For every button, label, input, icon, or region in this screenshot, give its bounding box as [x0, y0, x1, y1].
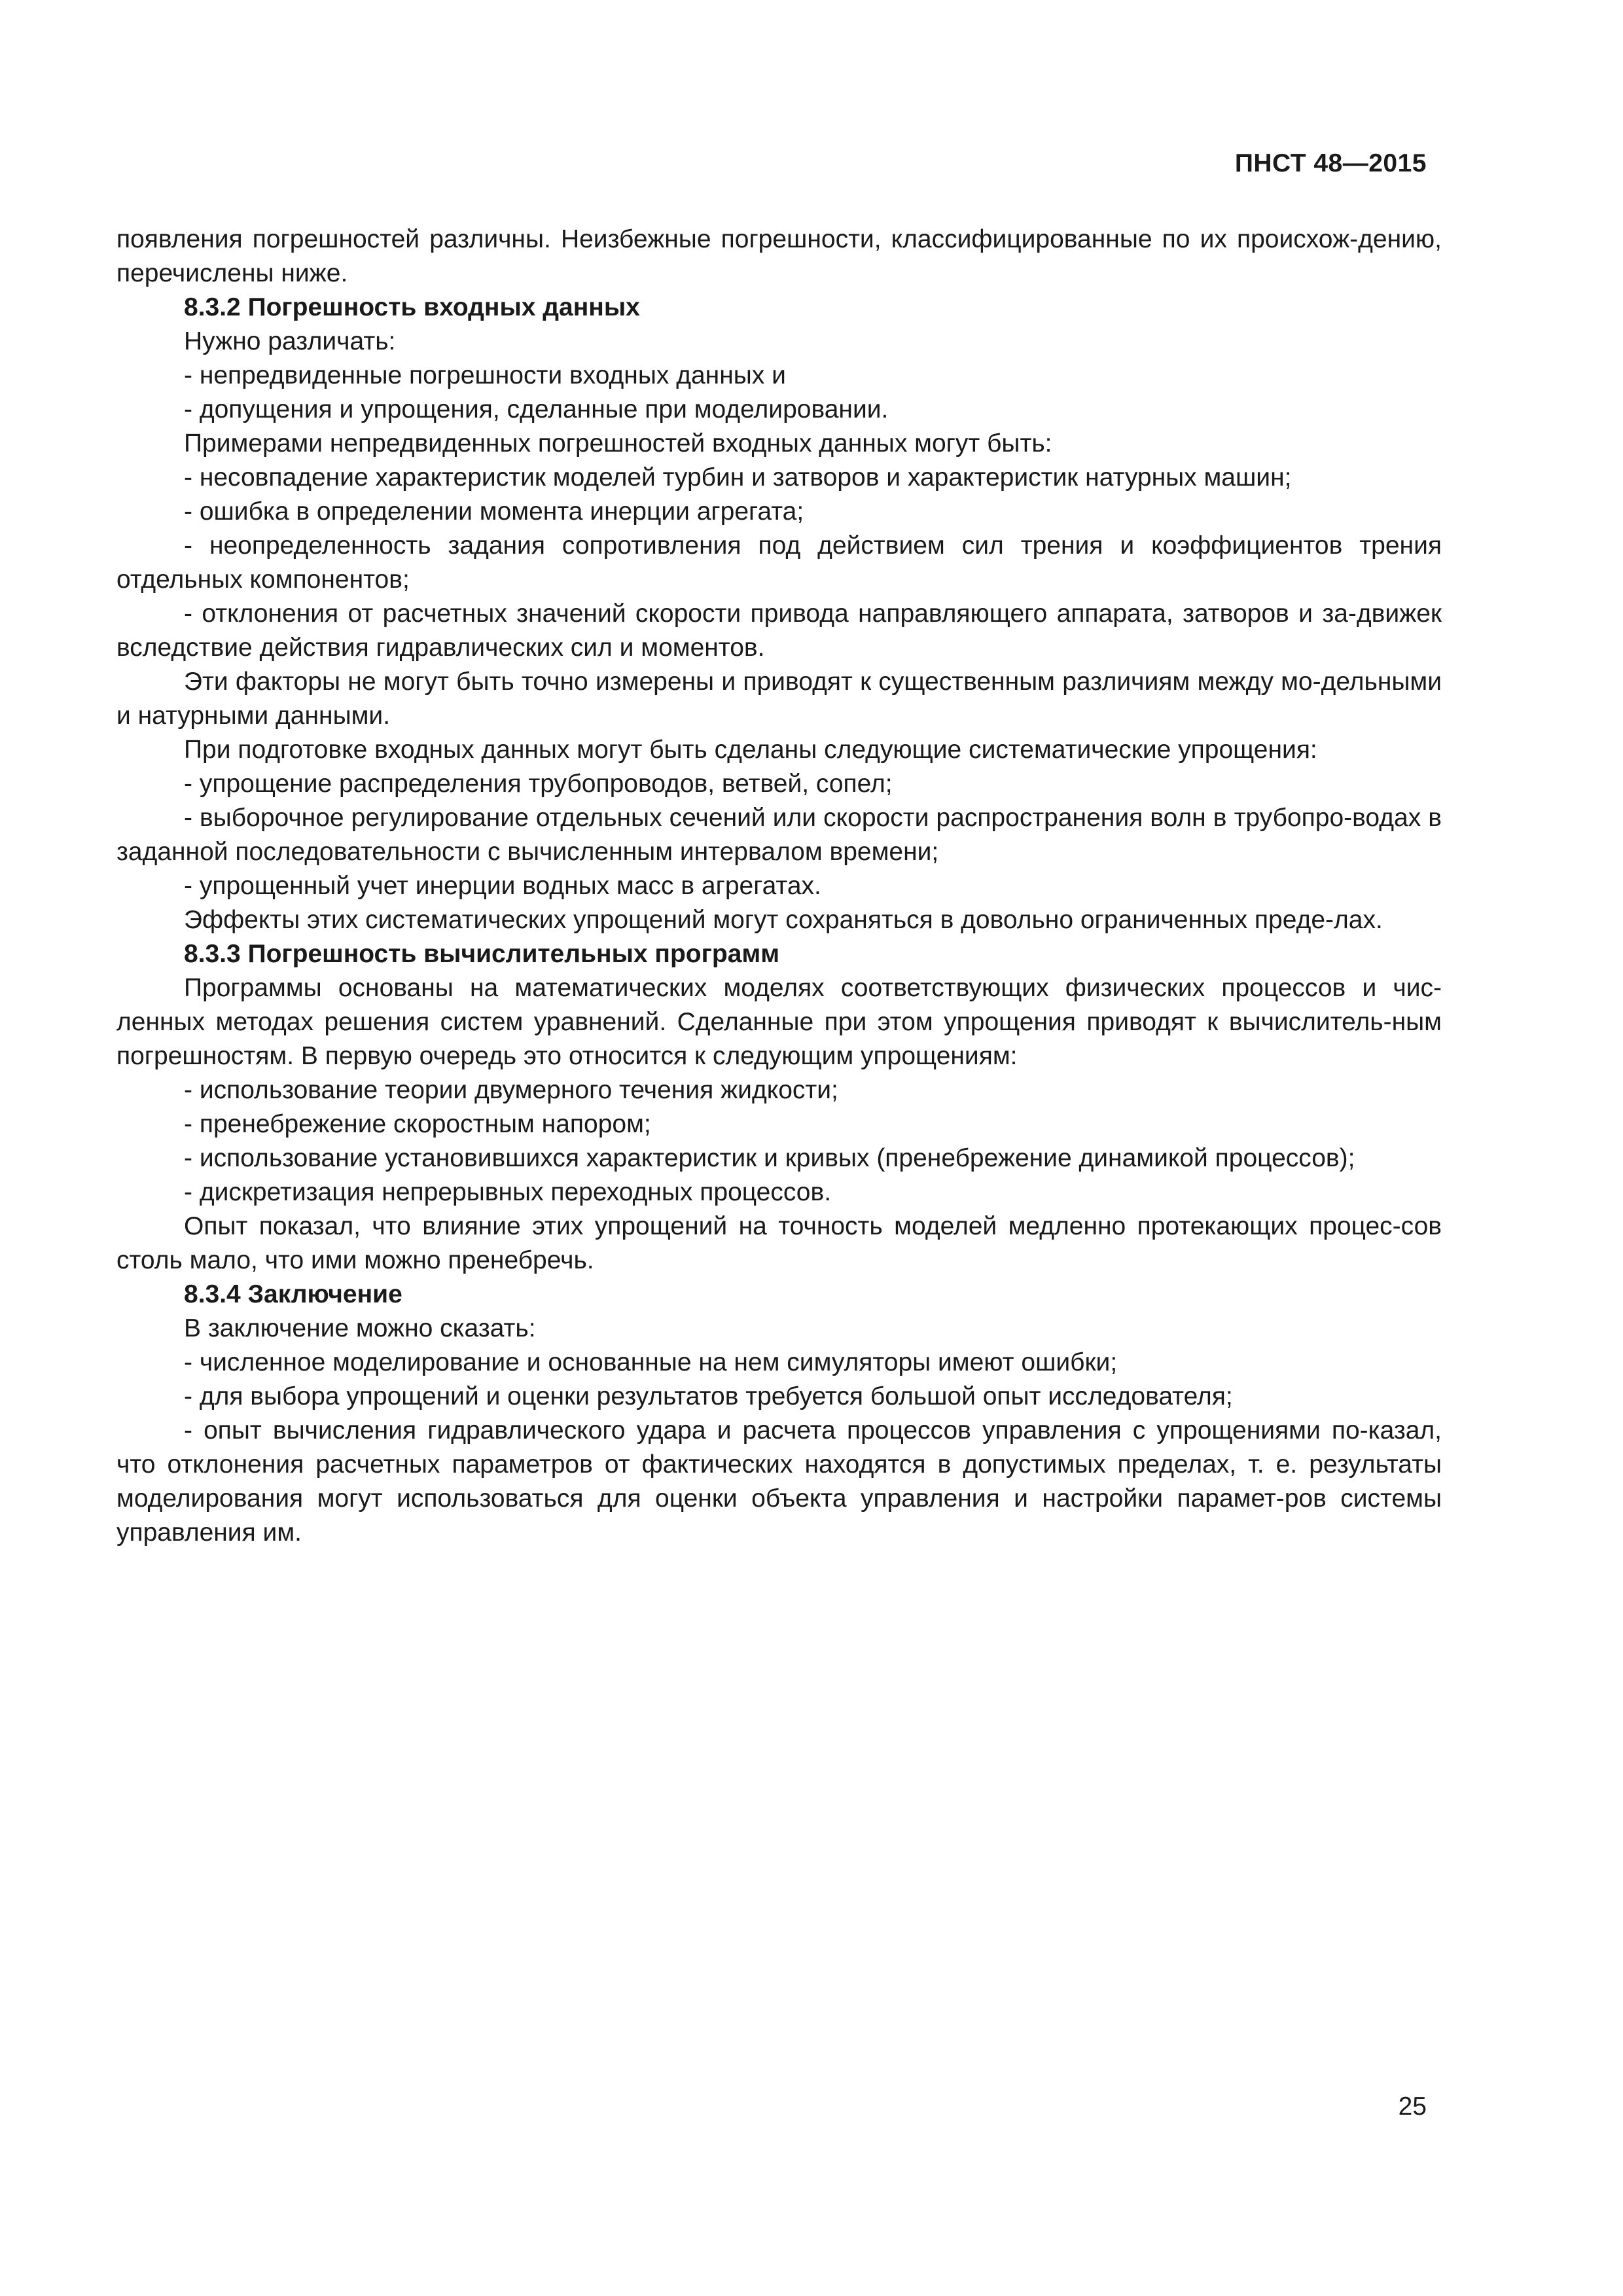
list-item: - выборочное регулирование отдельных сечений или скорости распространения волн в трубопро-водах в заданной последовательности с вычисленным интервалом времени;: [116, 804, 1442, 866]
list-item: - дискретизация непрерывных переходных процессов.: [184, 1178, 832, 1206]
paragraph-5: Примерами непредвиденных погрешностей входных данных могут быть:: [184, 429, 1052, 457]
paragraph-15: Эффекты этих систематических упрощений могут сохраняться в довольно ограниченных преде-лах.: [184, 906, 1383, 934]
paragraph-24: В заключение можно сказать:: [184, 1314, 536, 1342]
document-body: [116, 223, 1442, 1550]
list-item: - несовпадение характеристик моделей турбин и затворов и характеристик натурных машин;: [184, 463, 1292, 492]
list-item: - непредвиденные погрешности входных данных и: [184, 361, 786, 389]
paragraph-10: Эти факторы не могут быть точно измерены и приводят к существенным различиям между мо-дельными и натурными данными.: [116, 668, 1442, 730]
list-item: - опыт вычисления гидравлического удара и расчета процессов управления с упрощениями по-казал, что отклонения расчетных параметров от фактических находятся в допустимых пределах, т. е. результаты моделирования могут использоваться для оценки объекта управления и настройки парамет-ров системы управления им.: [116, 1416, 1442, 1547]
list-item: - упрощение распределения трубопроводов, ветвей, сопел;: [184, 770, 893, 798]
list-item: - численное моделирование и основанные на нем симуляторы имеют ошибки;: [184, 1348, 1118, 1376]
paragraph-2: Нужно различать:: [184, 327, 396, 355]
list-item: - неопределенность задания сопротивления под действием сил трения и коэффициентов трения отдельных компонентов;: [116, 531, 1442, 594]
section-heading-8-3-4: 8.3.4 Заключение: [184, 1280, 402, 1308]
list-item: - упрощенный учет инерции водных масс в агрегатах.: [184, 872, 821, 900]
paragraph-22: Опыт показал, что влияние этих упрощений на точность моделей медленно протекающих процес-сов столь мало, что ими можно пренебречь.: [116, 1212, 1442, 1274]
section-heading-8-3-2: 8.3.2 Погрешность входных данных: [184, 293, 640, 321]
page-number: 25: [1398, 2092, 1427, 2121]
section-heading-8-3-3: 8.3.3 Погрешность вычислительных программ: [184, 940, 780, 968]
document-id-header: ПНСТ 48—2015: [1234, 149, 1427, 177]
list-item: - отклонения от расчетных значений скорости привода направляющего аппарата, затворов и за-движек вследствие действия гидравлических сил и моментов.: [116, 600, 1442, 662]
list-item: - пренебрежение скоростным напором;: [184, 1110, 651, 1138]
paragraph-0: появления погрешностей различны. Неизбежные погрешности, классифицированные по их происхож-дению, перечислены ниже.: [116, 225, 1442, 287]
list-item: - использование установившихся характеристик и кривых (пренебрежение динамикой процессов);: [184, 1144, 1355, 1172]
list-item: - для выбора упрощений и оценки результатов требуется большой опыт исследователя;: [184, 1382, 1233, 1410]
list-item: - ошибка в определении момента инерции агрегата;: [184, 497, 804, 526]
paragraph-11: При подготовке входных данных могут быть сделаны следующие систематические упрощения:: [184, 736, 1317, 764]
list-item: - использование теории двумерного течения жидкости;: [184, 1076, 838, 1104]
list-item: - допущения и упрощения, сделанные при моделировании.: [184, 395, 889, 423]
paragraph-17: Программы основаны на математических моделях соответствующих физических процессов и чис-ленных методах решения систем уравнений. Сделанные при этом упрощения приводят к вычислитель-ным погрешностям. В первую очередь это относится к следующим упрощениям:: [116, 974, 1442, 1070]
